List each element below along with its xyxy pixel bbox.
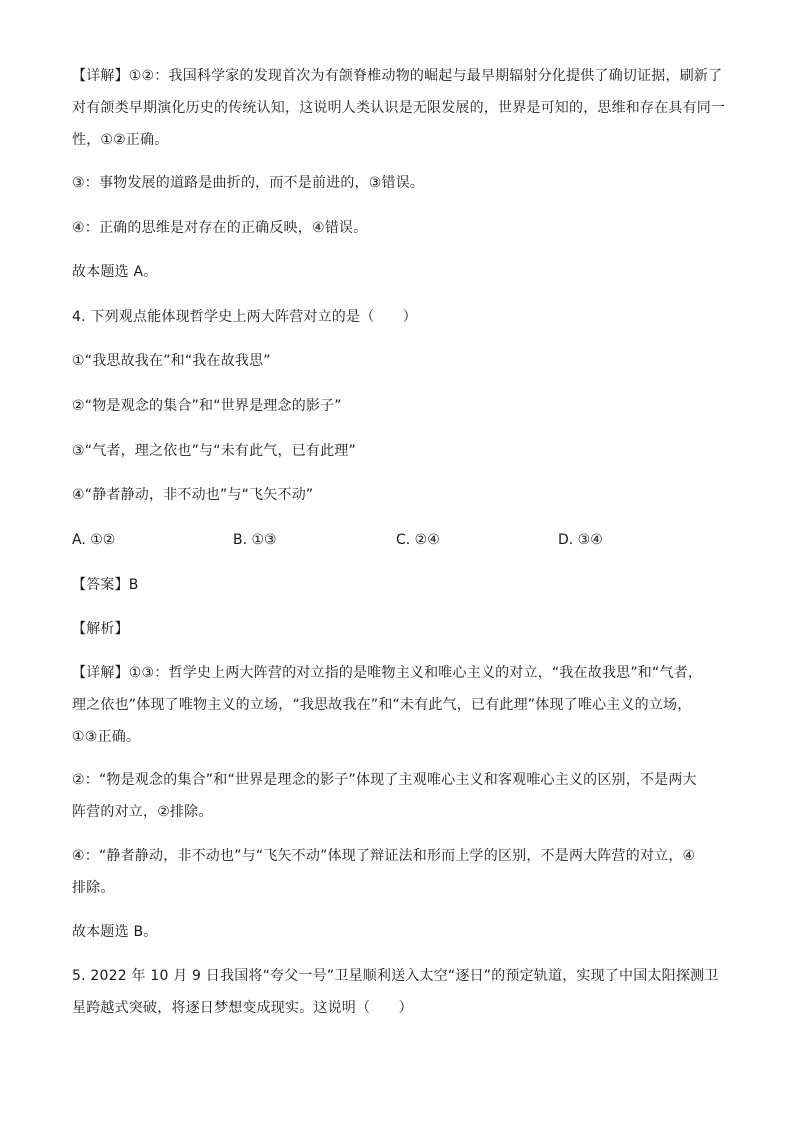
text-line: ④：“静者静动，非不动也”与“飞矢不动”体现了辩证法和形而上学的区别，不是两大阵营的对立，④ (72, 848, 696, 864)
question-4-stem: 4. 下列观点能体现哲学史上两大阵营对立的是（ ） (72, 309, 418, 325)
text-line: 理之依也”体现了唯物主义的立场，“我思故我在”和“未有此气，已有此理”体现了唯心主义的立场， (72, 697, 692, 713)
question-5-stem: 星跨越式突破，将逐日梦想变成现实。这说明（ ） (72, 1000, 413, 1016)
text-line: ②：“物是观念的集合”和“世界是理念的影子”体现了主观唯心主义和客观唯心主义的区别，不是两大 (72, 772, 697, 788)
text-line: 性，①②正确。 (72, 132, 169, 148)
question-4-statement: ③“气者，理之依也”与“未有此气，已有此理” (72, 443, 356, 459)
text-line: ③：事物发展的道路是曲折的，而不是前进的，③错误。 (72, 175, 425, 191)
text-line: 故本题选 A。 (72, 264, 158, 280)
analysis-label: 【解析】 (72, 621, 129, 637)
option-a: A. ①② (72, 532, 116, 548)
question-4-statement: ②“物是观念的集合”和“世界是理念的影子” (72, 398, 342, 414)
text-line: 排除。 (72, 880, 115, 896)
text-line: ①③正确。 (72, 729, 141, 745)
question-4-statement: ①“我思故我在”和“我在故我思” (72, 353, 271, 369)
option-c: C. ②④ (396, 532, 440, 548)
answer-label: 【答案】B (72, 577, 139, 593)
text-line: 【详解】①②：我国科学家的发现首次为有颌脊椎动物的崛起与最早期辐射分化提供了确切证据，刷新了 (72, 68, 723, 84)
text-line: 对有颌类早期演化历史的传统认知，这说明人类认识是无限发展的，世界是可知的，思维和存在具有同一 (72, 100, 726, 116)
text-line: 故本题选 B。 (72, 924, 158, 940)
text-line: 阵营的对立，②排除。 (72, 804, 213, 820)
question-4-statement: ④“静者静动，非不动也”与“飞矢不动” (72, 487, 314, 503)
option-b: B. ①③ (233, 532, 277, 548)
question-5-stem: 5. 2022 年 10 月 9 日我国将“夸父一号”卫星顺利送入太空“逐日”的预定轨道，实现了中国太阳探测卫 (72, 968, 719, 984)
text-line: 【详解】①③：哲学史上两大阵营的对立指的是唯物主义和唯心主义的对立，“我在故我思”和“气者， (72, 665, 703, 681)
text-line: ④：正确的思维是对存在的正确反映，④错误。 (72, 220, 368, 236)
option-d: D. ③④ (558, 532, 603, 548)
